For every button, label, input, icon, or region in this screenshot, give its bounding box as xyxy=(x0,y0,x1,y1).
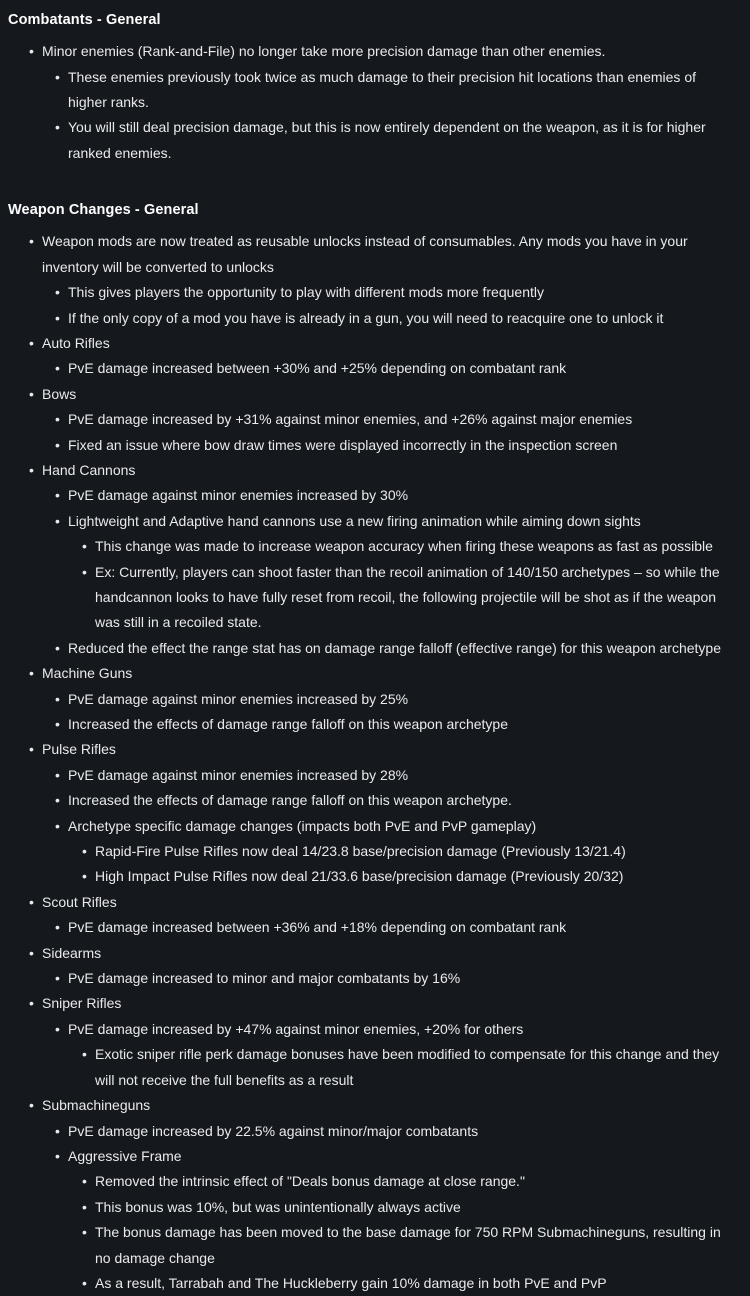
bullet-list-level-3 xyxy=(68,534,738,636)
section-weapon-changes-general xyxy=(8,190,738,1296)
list-item-text-pve-damage-against-minor-enemies-increased-b: PvE damage against minor enemies increased by 30% xyxy=(68,483,738,508)
list-item xyxy=(42,788,738,813)
list-item xyxy=(42,433,738,458)
bullet-point-icon: • xyxy=(29,458,42,483)
list-item-text-increased-the-effects-of-damage-range-fallof: Increased the effects of damage range falloff on this weapon archetype. xyxy=(68,788,738,813)
list-item xyxy=(42,1017,738,1093)
list-item-text-removed-the-intrinsic-effect-of-deals-bonus-: Removed the intrinsic effect of "Deals bonus damage at close range." xyxy=(95,1169,738,1194)
bullet-point-icon: • xyxy=(55,306,68,331)
list-item xyxy=(8,458,738,661)
list-item-text-archetype-specific-damage-changes-impacts-bo: Archetype specific damage changes (impacts both PvE and PvP gameplay) xyxy=(68,814,738,839)
list-item xyxy=(42,712,738,737)
bullet-point-icon: • xyxy=(55,356,68,381)
list-item-text-bows: Bows xyxy=(42,382,738,407)
section-heading-combatants-general: Combatants - General xyxy=(8,0,738,39)
bullet-list-level-2 xyxy=(42,280,738,331)
list-item-text-weapon-mods-are-now-treated-as-reusable-unlo: Weapon mods are now treated as reusable unlocks instead of consumables. Any mods you have in your inventory will be converted to unlocks xyxy=(42,229,738,280)
list-item-text-pve-damage-against-minor-enemies-increased-b: PvE damage against minor enemies increased by 28% xyxy=(68,763,738,788)
list-item xyxy=(68,1220,738,1271)
list-item-text-submachineguns: Submachineguns xyxy=(42,1093,738,1118)
bullet-list-level-2 xyxy=(42,966,738,991)
list-item-text-this-change-was-made-to-increase-weapon-accu: This change was made to increase weapon accuracy when firing these weapons as fast as possible xyxy=(95,534,738,559)
list-item xyxy=(42,280,738,305)
list-item xyxy=(8,941,738,992)
list-item-text-pve-damage-increased-to-minor-and-major-comb: PvE damage increased to minor and major combatants by 16% xyxy=(68,966,738,991)
list-item-text-these-enemies-previously-took-twice-as-much-: These enemies previously took twice as much damage to their precision hit locations than enemies of higher ranks. xyxy=(68,65,738,116)
list-item xyxy=(68,1271,738,1296)
list-item-text-auto-rifles: Auto Rifles xyxy=(42,331,738,356)
bullet-point-icon: • xyxy=(55,915,68,940)
list-item-text-pve-damage-against-minor-enemies-increased-b: PvE damage against minor enemies increased by 25% xyxy=(68,687,738,712)
bullet-list-level-2 xyxy=(42,483,738,661)
list-item xyxy=(8,661,738,737)
list-item-text-sniper-rifles: Sniper Rifles xyxy=(42,991,738,1016)
bullet-list-level-1 xyxy=(8,39,738,166)
bullet-point-icon: • xyxy=(55,1119,68,1144)
list-item xyxy=(42,407,738,432)
bullet-point-icon: • xyxy=(55,687,68,712)
list-item xyxy=(42,814,738,890)
bullet-point-icon: • xyxy=(55,1144,68,1169)
list-item-text-fixed-an-issue-where-bow-draw-times-were-dis: Fixed an issue where bow draw times were displayed incorrectly in the inspection screen xyxy=(68,433,738,458)
bullet-point-icon: • xyxy=(55,966,68,991)
list-item-text-pve-damage-increased-by-47-against-minor-ene: PvE damage increased by +47% against minor enemies, +20% for others xyxy=(68,1017,738,1042)
bullet-point-icon: • xyxy=(55,1017,68,1042)
bullet-point-icon: • xyxy=(55,712,68,737)
bullet-point-icon: • xyxy=(82,1271,95,1296)
bullet-point-icon: • xyxy=(55,509,68,534)
section-combatants-general xyxy=(8,0,738,166)
bullet-point-icon: • xyxy=(29,382,42,407)
list-item-text-sidearms: Sidearms xyxy=(42,941,738,966)
bullet-point-icon: • xyxy=(55,407,68,432)
bullet-list-level-3 xyxy=(68,1169,738,1296)
list-item-text-hand-cannons: Hand Cannons xyxy=(42,458,738,483)
bullet-list-level-2 xyxy=(42,915,738,940)
bullet-list-level-2 xyxy=(42,763,738,890)
list-item xyxy=(8,1093,738,1296)
bullet-point-icon: • xyxy=(29,39,42,64)
bullet-point-icon: • xyxy=(29,331,42,356)
list-item xyxy=(8,890,738,941)
bullet-point-icon: • xyxy=(55,280,68,305)
bullet-point-icon: • xyxy=(82,839,95,864)
bullet-list-level-2 xyxy=(42,65,738,167)
list-item-text-ex-currently-players-can-shoot-faster-than-t: Ex: Currently, players can shoot faster than the recoil animation of 140/150 archetypes – so while the handcannon looks to have fully reset from recoil, the following projectile will be shot as if the weapon was still in a recoiled state. xyxy=(95,560,738,636)
list-item-text-machine-guns: Machine Guns xyxy=(42,661,738,686)
bullet-point-icon: • xyxy=(82,1042,95,1067)
bullet-point-icon: • xyxy=(29,890,42,915)
list-item xyxy=(68,1042,738,1093)
list-item xyxy=(42,915,738,940)
list-item-text-exotic-sniper-rifle-perk-damage-bonuses-have: Exotic sniper rifle perk damage bonuses have been modified to compensate for this change and they will not receive the full benefits as a result xyxy=(95,1042,738,1093)
bullet-list-level-2 xyxy=(42,356,738,381)
bullet-point-icon: • xyxy=(55,636,68,661)
bullet-point-icon: • xyxy=(55,433,68,458)
bullet-point-icon: • xyxy=(55,814,68,839)
bullet-list-level-2 xyxy=(42,407,738,458)
list-item xyxy=(42,966,738,991)
list-item xyxy=(8,229,738,331)
list-item xyxy=(68,534,738,559)
list-item-text-you-will-still-deal-precision-damage-but-thi: You will still deal precision damage, but this is now entirely dependent on the weapon, as it is for higher ranked enemies. xyxy=(68,115,738,166)
list-item-text-if-the-only-copy-of-a-mod-you-have-is-alread: If the only copy of a mod you have is already in a gun, you will need to reacquire one to unlock it xyxy=(68,306,738,331)
list-item xyxy=(42,636,738,661)
list-item xyxy=(42,687,738,712)
list-item-text-pulse-rifles: Pulse Rifles xyxy=(42,737,738,762)
list-item xyxy=(42,483,738,508)
list-item-text-pve-damage-increased-between-30-and-25-depen: PvE damage increased between +30% and +25% depending on combatant rank xyxy=(68,356,738,381)
list-item xyxy=(68,864,738,889)
bullet-list-level-2 xyxy=(42,1017,738,1093)
list-item-text-aggressive-frame: Aggressive Frame xyxy=(68,1144,738,1169)
bullet-point-icon: • xyxy=(82,864,95,889)
list-item xyxy=(42,763,738,788)
list-item xyxy=(8,331,738,382)
list-item-text-the-bonus-damage-has-been-moved-to-the-base-: The bonus damage has been moved to the base damage for 750 RPM Submachineguns, resulting in no damage change xyxy=(95,1220,738,1271)
list-item xyxy=(8,382,738,458)
list-item-text-minor-enemies-rank-and-file-no-longer-take-m: Minor enemies (Rank-and-File) no longer take more precision damage than other enemies. xyxy=(42,39,738,64)
list-item xyxy=(68,1169,738,1194)
list-item-text-pve-damage-increased-by-31-against-minor-ene: PvE damage increased by +31% against minor enemies, and +26% against major enemies xyxy=(68,407,738,432)
list-item-text-pve-damage-increased-by-22-5-against-minor-m: PvE damage increased by 22.5% against minor/major combatants xyxy=(68,1119,738,1144)
bullet-list-level-3 xyxy=(68,1042,738,1093)
bullet-point-icon: • xyxy=(82,534,95,559)
bullet-list-level-3 xyxy=(68,839,738,890)
bullet-point-icon: • xyxy=(29,661,42,686)
list-item xyxy=(8,991,738,1093)
list-item-text-increased-the-effects-of-damage-range-fallof: Increased the effects of damage range falloff on this weapon archetype xyxy=(68,712,738,737)
list-item-text-lightweight-and-adaptive-hand-cannons-use-a-: Lightweight and Adaptive hand cannons use a new firing animation while aiming down sights xyxy=(68,509,738,534)
bullet-point-icon: • xyxy=(29,229,42,254)
bullet-point-icon: • xyxy=(29,737,42,762)
list-item xyxy=(8,737,738,889)
list-item-text-rapid-fire-pulse-rifles-now-deal-14-23-8-bas: Rapid-Fire Pulse Rifles now deal 14/23.8 base/precision damage (Previously 13/21.4) xyxy=(95,839,738,864)
bullet-point-icon: • xyxy=(55,763,68,788)
bullet-point-icon: • xyxy=(29,1093,42,1118)
list-item-text-this-bonus-was-10-but-was-unintentionally-al: This bonus was 10%, but was unintentionally always active xyxy=(95,1195,738,1220)
list-item-text-pve-damage-increased-between-36-and-18-depen: PvE damage increased between +36% and +18% depending on combatant rank xyxy=(68,915,738,940)
bullet-list-level-2 xyxy=(42,1119,738,1296)
bullet-point-icon: • xyxy=(55,115,68,140)
list-item-text-as-a-result-tarrabah-and-the-huckleberry-gai: As a result, Tarrabah and The Huckleberry gain 10% damage in both PvE and PvP xyxy=(95,1271,738,1296)
bullet-list-level-1 xyxy=(8,229,738,1296)
bullet-point-icon: • xyxy=(82,1169,95,1194)
bullet-point-icon: • xyxy=(82,1220,95,1245)
list-item xyxy=(42,509,738,636)
bullet-point-icon: • xyxy=(29,941,42,966)
list-item xyxy=(42,306,738,331)
bullet-point-icon: • xyxy=(29,991,42,1016)
bullet-point-icon: • xyxy=(82,1195,95,1220)
list-item-text-scout-rifles: Scout Rifles xyxy=(42,890,738,915)
list-item xyxy=(42,115,738,166)
list-item-text-high-impact-pulse-rifles-now-deal-21-33-6-ba: High Impact Pulse Rifles now deal 21/33.6 base/precision damage (Previously 20/32) xyxy=(95,864,738,889)
bullet-point-icon: • xyxy=(82,560,95,585)
list-item xyxy=(42,1119,738,1144)
list-item xyxy=(42,65,738,116)
bullet-list-level-2 xyxy=(42,687,738,738)
list-item xyxy=(68,839,738,864)
list-item xyxy=(42,356,738,381)
list-item xyxy=(68,560,738,636)
bullet-point-icon: • xyxy=(55,483,68,508)
section-heading-weapon-changes-general: Weapon Changes - General xyxy=(8,190,738,229)
list-item xyxy=(8,39,738,166)
bullet-point-icon: • xyxy=(55,65,68,90)
list-item-text-reduced-the-effect-the-range-stat-has-on-dam: Reduced the effect the range stat has on damage range falloff (effective range) for this weapon archetype xyxy=(68,636,738,661)
bullet-point-icon: • xyxy=(55,788,68,813)
list-item xyxy=(68,1195,738,1220)
list-item-text-this-gives-players-the-opportunity-to-play-w: This gives players the opportunity to play with different mods more frequently xyxy=(68,280,738,305)
list-item xyxy=(42,1144,738,1296)
